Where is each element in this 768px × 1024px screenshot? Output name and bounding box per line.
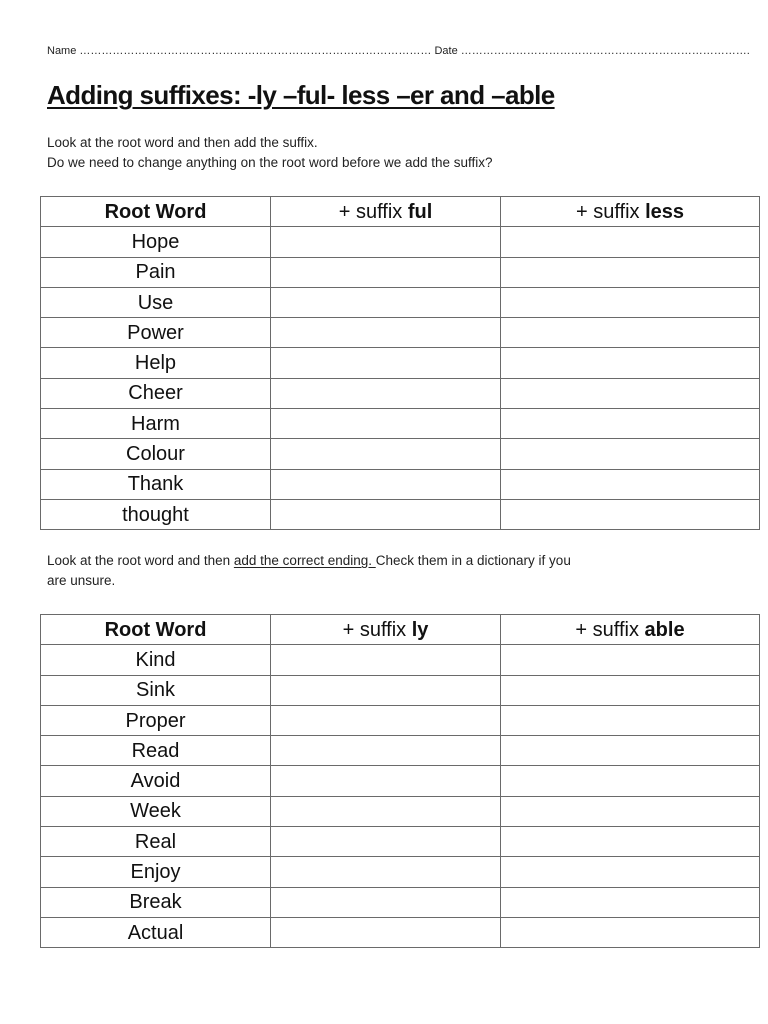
answer-cell-ful[interactable]	[271, 318, 501, 348]
answer-cell-able[interactable]	[501, 705, 760, 735]
root-word-cell: Pain	[41, 257, 271, 287]
answer-cell-less[interactable]	[501, 227, 760, 257]
answer-cell-ly[interactable]	[271, 736, 501, 766]
table-row	[41, 348, 760, 378]
answer-cell-ly[interactable]	[271, 827, 501, 857]
section1-instruction-1: Look at the root word and then add the suffix.	[47, 135, 318, 150]
table-row	[41, 766, 760, 796]
root-word-cell: Thank	[41, 469, 271, 499]
answer-cell-less[interactable]	[501, 348, 760, 378]
root-word-cell: Harm	[41, 409, 271, 439]
table-row	[41, 499, 760, 529]
table-row	[41, 675, 760, 705]
root-word-cell: Kind	[41, 645, 271, 675]
name-date-line	[47, 45, 750, 57]
root-word-cell: Enjoy	[41, 857, 271, 887]
answer-cell-able[interactable]	[501, 917, 760, 947]
answer-cell-less[interactable]	[501, 318, 760, 348]
table-row	[41, 705, 760, 735]
root-word-cell: Avoid	[41, 766, 271, 796]
section2-instruction-2: are unsure.	[47, 573, 116, 588]
section2-instruction-1: Look at the root word and then add the correct ending. Check them in a dictionary if you	[47, 553, 571, 568]
answer-cell-less[interactable]	[501, 409, 760, 439]
suffix-table-ly-able	[40, 614, 760, 948]
answer-cell-able[interactable]	[501, 887, 760, 917]
table-header-row	[41, 197, 760, 227]
table-row	[41, 257, 760, 287]
root-word-cell: Cheer	[41, 378, 271, 408]
header-suffix-able: + suffix able	[501, 615, 760, 645]
root-word-cell: Week	[41, 796, 271, 826]
table-row	[41, 409, 760, 439]
table-row	[41, 439, 760, 469]
answer-cell-ly[interactable]	[271, 645, 501, 675]
table-row	[41, 857, 760, 887]
root-word-cell: Proper	[41, 705, 271, 735]
answer-cell-able[interactable]	[501, 827, 760, 857]
emphasis-underlined: add the correct ending.	[233, 553, 376, 568]
answer-cell-ly[interactable]	[271, 917, 501, 947]
section1-instruction-2: Do we need to change anything on the root word before we add the suffix?	[47, 155, 493, 170]
answer-cell-ly[interactable]	[271, 887, 501, 917]
answer-cell-ful[interactable]	[271, 287, 501, 317]
answer-cell-able[interactable]	[501, 857, 760, 887]
answer-cell-ful[interactable]	[271, 348, 501, 378]
answer-cell-ly[interactable]	[271, 796, 501, 826]
table-row	[41, 917, 760, 947]
table-row	[41, 736, 760, 766]
table-header-row	[41, 615, 760, 645]
header-suffix-less: + suffix less	[501, 197, 760, 227]
answer-cell-ful[interactable]	[271, 227, 501, 257]
answer-cell-able[interactable]	[501, 766, 760, 796]
root-word-cell: Help	[41, 348, 271, 378]
root-word-cell: Power	[41, 318, 271, 348]
table-row	[41, 378, 760, 408]
date-label: Date	[434, 45, 458, 57]
answer-cell-able[interactable]	[501, 645, 760, 675]
root-word-cell: Colour	[41, 439, 271, 469]
answer-cell-less[interactable]	[501, 499, 760, 529]
answer-cell-less[interactable]	[501, 257, 760, 287]
page-title: Adding suffixes: -ly –ful- less –er and –able	[47, 80, 555, 110]
answer-cell-ful[interactable]	[271, 499, 501, 529]
name-field[interactable]: ……………………………………………………………………………………	[79, 45, 432, 57]
table-row	[41, 469, 760, 499]
header-root-word: Root Word	[41, 197, 271, 227]
root-word-cell: Read	[41, 736, 271, 766]
suffix-table-ful-less	[40, 196, 760, 530]
answer-cell-able[interactable]	[501, 796, 760, 826]
table-row	[41, 827, 760, 857]
header-root-word: Root Word	[41, 615, 271, 645]
root-word-cell: Hope	[41, 227, 271, 257]
answer-cell-ly[interactable]	[271, 675, 501, 705]
root-word-cell: Sink	[41, 675, 271, 705]
header-suffix-ful: + suffix ful	[271, 197, 501, 227]
date-field[interactable]: …………………………………………………………………….	[460, 45, 750, 57]
answer-cell-less[interactable]	[501, 469, 760, 499]
answer-cell-ful[interactable]	[271, 469, 501, 499]
answer-cell-ful[interactable]	[271, 439, 501, 469]
table-row	[41, 287, 760, 317]
answer-cell-ly[interactable]	[271, 857, 501, 887]
table-row	[41, 796, 760, 826]
answer-cell-ly[interactable]	[271, 766, 501, 796]
answer-cell-ly[interactable]	[271, 705, 501, 735]
root-word-cell: Real	[41, 827, 271, 857]
root-word-cell: Actual	[41, 917, 271, 947]
answer-cell-ful[interactable]	[271, 409, 501, 439]
root-word-cell: thought	[41, 499, 271, 529]
table-row	[41, 227, 760, 257]
table-row	[41, 645, 760, 675]
answer-cell-less[interactable]	[501, 439, 760, 469]
table-row	[41, 318, 760, 348]
answer-cell-less[interactable]	[501, 287, 760, 317]
answer-cell-able[interactable]	[501, 736, 760, 766]
answer-cell-less[interactable]	[501, 378, 760, 408]
answer-cell-ful[interactable]	[271, 257, 501, 287]
answer-cell-able[interactable]	[501, 675, 760, 705]
name-label: Name	[47, 45, 77, 57]
root-word-cell: Break	[41, 887, 271, 917]
header-suffix-ly: + suffix ly	[271, 615, 501, 645]
answer-cell-ful[interactable]	[271, 378, 501, 408]
root-word-cell: Use	[41, 287, 271, 317]
table-row	[41, 887, 760, 917]
